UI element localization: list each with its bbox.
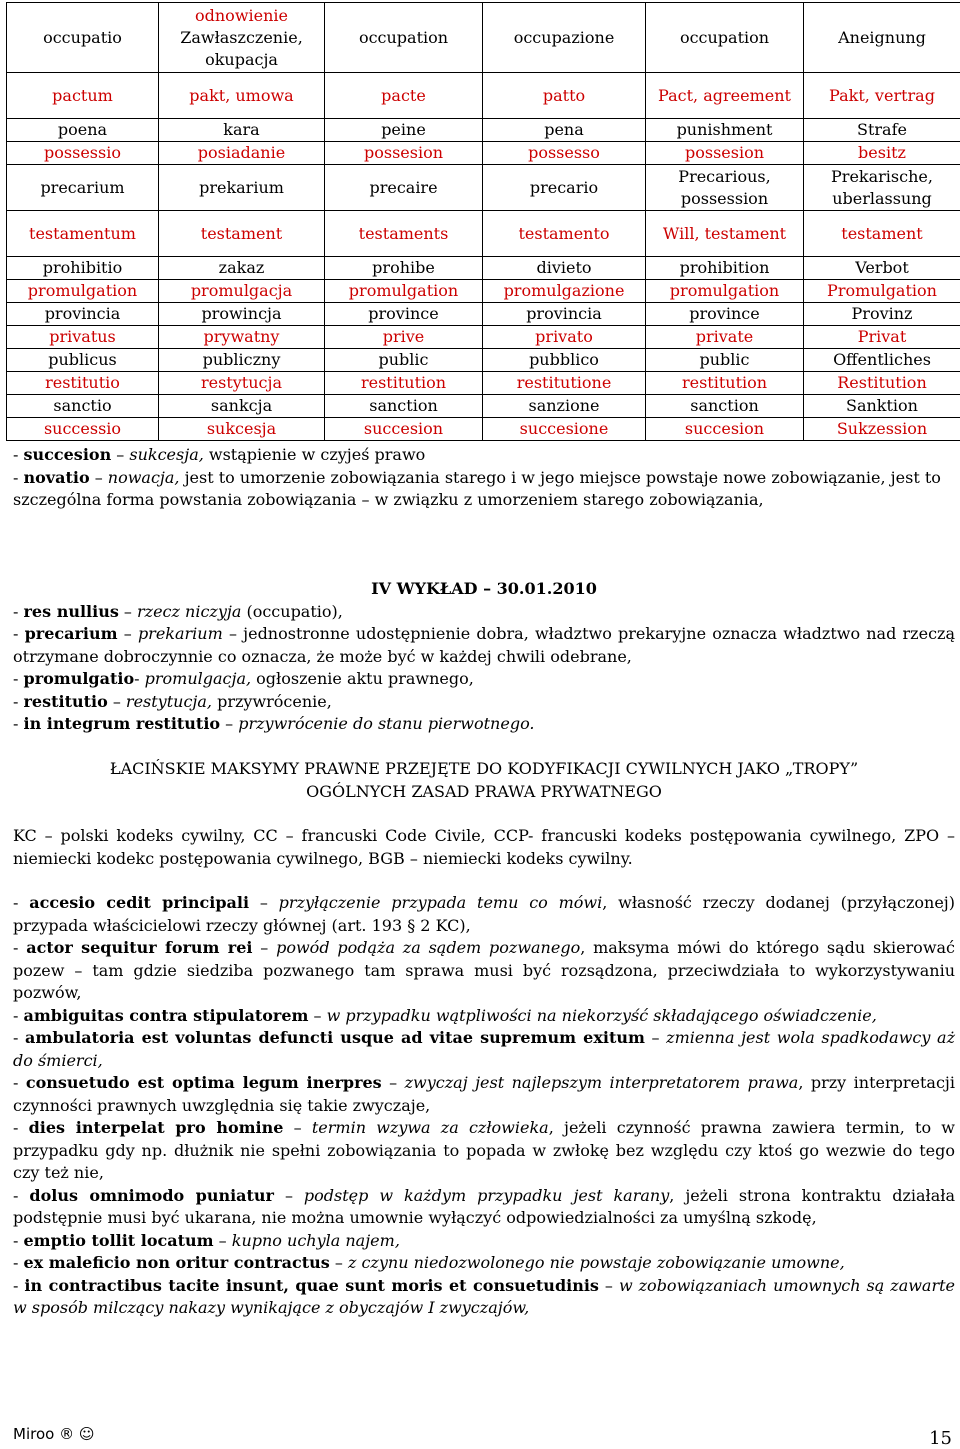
table-cell: [7, 395, 159, 418]
cell-text: peine: [381, 120, 426, 139]
lecture-item: [13, 601, 955, 624]
cell-text: provincia: [526, 304, 602, 323]
table-row: [7, 418, 960, 441]
cell-text: province: [689, 304, 759, 323]
maxim-item-dash: -: [13, 1186, 29, 1205]
abbreviations-paragraph: KC – polski kodeks cywilny, CC – francuski Code Civile, CCP- francuski kodeks postępowania cywilnego, ZPO – niemiecki kodekc postępowania cywilnego, BGB – niemiecki kodeks cywilny.: [13, 825, 955, 870]
lecture-item-rest: przywrócenie,: [212, 692, 332, 711]
table-cell: [483, 211, 646, 257]
cell-text: privato: [535, 327, 593, 346]
table-cell: [7, 280, 159, 303]
lecture-item-sep: –: [220, 714, 238, 733]
table-cell: [7, 372, 159, 395]
table-cell: [646, 3, 804, 73]
intro-block: [13, 444, 955, 512]
lecture-item-sep: –: [108, 692, 126, 711]
cell-text: prive: [383, 327, 425, 346]
table-cell: [646, 142, 804, 165]
maxim-item-term: actor sequitur forum rei: [26, 938, 252, 957]
table-cell: [325, 280, 483, 303]
cell-text: Sukzession: [837, 419, 927, 438]
maxim-item-sep: –: [599, 1276, 619, 1295]
section-heading-line1: ŁACIŃSKIE MAKSYMY PRAWNE PRZEJĘTE DO KODYFIKACJI CYWILNYCH JAKO „TROPY”: [13, 758, 955, 781]
maxim-item-sep: –: [214, 1231, 232, 1250]
cell-text: promulgation: [349, 281, 458, 300]
table-cell: [325, 165, 483, 211]
table-cell: [646, 73, 804, 119]
table-cell: [483, 326, 646, 349]
table-row: [7, 257, 960, 280]
cell-text: occupation: [680, 28, 769, 47]
maxim-item-translation: zwyczaj jest najlepszym interpretatorem prawa: [405, 1073, 799, 1092]
cell-text: possesion: [685, 143, 764, 162]
maxim-item-dash: -: [13, 1253, 24, 1272]
table-cell: [804, 372, 960, 395]
table-cell: [804, 142, 960, 165]
cell-text: Provinz: [852, 304, 913, 323]
table-cell: [159, 119, 325, 142]
table-row: [7, 211, 960, 257]
cell-text: possesso: [528, 143, 600, 162]
table-row: [7, 280, 960, 303]
cell-text: occupazione: [514, 28, 615, 47]
maxim-item-term: dies interpelat pro homine: [29, 1118, 284, 1137]
table-row: [7, 73, 960, 119]
maxim-item: [13, 937, 955, 1005]
table-cell: [804, 211, 960, 257]
cell-text: precario: [530, 178, 598, 197]
table-cell: [646, 119, 804, 142]
table-cell: [7, 418, 159, 441]
table-cell: [159, 280, 325, 303]
cell-text: Verbot: [855, 258, 909, 277]
table-row: [7, 303, 960, 326]
table-cell: [483, 303, 646, 326]
terms-table: [6, 2, 960, 441]
table-cell: [646, 349, 804, 372]
table-cell: [325, 257, 483, 280]
cell-text: succesion: [685, 419, 764, 438]
maxim-item-term: dolus omnimodo puniatur: [29, 1186, 274, 1205]
cell-text: Pact, agreement: [658, 86, 791, 105]
cell-text: province: [368, 304, 438, 323]
lecture-item-dash: -: [13, 669, 24, 688]
cell-text: promulgazione: [504, 281, 625, 300]
maxim-item: [13, 1117, 955, 1185]
cell-text: besitz: [858, 143, 906, 162]
cell-text: Precarious, possession: [678, 167, 770, 208]
table-cell: [159, 165, 325, 211]
cell-text: precaire: [369, 178, 437, 197]
cell-text: prohibition: [680, 258, 770, 277]
table-cell: [646, 395, 804, 418]
maxim-item-rest: , przy interpretacji czynności prawnych uwzględnia się takie zwyczaje,: [13, 1073, 955, 1115]
table-cell: [804, 3, 960, 73]
cell-text: Offentliches: [833, 350, 931, 369]
table-cell: [483, 3, 646, 73]
lecture-item-translation: rzecz niczyja: [137, 602, 241, 621]
cell-text: precarium: [40, 178, 124, 197]
cell-text: Will, testament: [663, 224, 786, 243]
cell-text: sanzione: [528, 396, 599, 415]
table-cell: [483, 349, 646, 372]
maxim-item: [13, 1230, 955, 1253]
table-cell: [159, 326, 325, 349]
cell-text: pactum: [52, 86, 113, 105]
table-cell: [483, 165, 646, 211]
cell-text: testament: [201, 224, 282, 243]
cell-text: testaments: [359, 224, 449, 243]
maxim-item-dash: -: [13, 893, 29, 912]
cell-text: Prekarische, uberlassung: [831, 167, 933, 208]
cell-text: pacte: [381, 86, 426, 105]
lecture-item-term: precarium: [25, 624, 118, 643]
table-cell: [159, 349, 325, 372]
cell-text: prohibitio: [43, 258, 122, 277]
cell-text: public: [379, 350, 429, 369]
cell-text: occupation: [359, 28, 448, 47]
lecture-item-term: in integrum restitutio: [24, 714, 221, 733]
cell-text: Privat: [858, 327, 907, 346]
lecture-item: [13, 713, 955, 736]
table-cell: [325, 372, 483, 395]
maxim-item-translation: przyłączenie przypada temu co mówi: [279, 893, 603, 912]
cell-text: sankcja: [211, 396, 272, 415]
maxim-item: [13, 1005, 955, 1028]
table-cell: [646, 418, 804, 441]
table-cell: [7, 142, 159, 165]
maxim-item-sep: –: [252, 938, 276, 957]
table-cell: [483, 418, 646, 441]
cell-text: succesion: [364, 419, 443, 438]
table-cell: [325, 142, 483, 165]
table-cell: [646, 280, 804, 303]
lecture-item: [13, 691, 955, 714]
table-row: [7, 142, 960, 165]
table-cell: [483, 395, 646, 418]
cell-text: divieto: [536, 258, 591, 277]
terms-table-body: [7, 3, 960, 441]
table-cell: [7, 303, 159, 326]
lecture-item-sep: –: [119, 602, 137, 621]
table-row: [7, 372, 960, 395]
cell-text: prowincja: [201, 304, 281, 323]
table-row: [7, 326, 960, 349]
maxim-item-dash: -: [13, 1073, 26, 1092]
maxim-item-term: accesio cedit principali: [29, 893, 249, 912]
lecture-item-rest: (occupatio),: [241, 602, 342, 621]
table-cell: [325, 303, 483, 326]
table-row: [7, 3, 960, 73]
maxim-item-term: consuetudo est optima legum inerpres: [26, 1073, 382, 1092]
cell-text: private: [696, 327, 753, 346]
table-cell: [483, 372, 646, 395]
table-cell: [804, 326, 960, 349]
cell-text: restitution: [682, 373, 767, 392]
cell-text: publicus: [48, 350, 117, 369]
cell-text: punishment: [677, 120, 773, 139]
maxim-item-sep: –: [274, 1186, 304, 1205]
cell-text: kara: [223, 120, 259, 139]
table-cell: [483, 280, 646, 303]
table-cell: [483, 257, 646, 280]
maxim-item-term: ambulatoria est voluntas defuncti usque ad vitae supremum exitum: [25, 1028, 645, 1047]
table-cell: [804, 303, 960, 326]
table-cell: [325, 73, 483, 119]
cell-text: promulgation: [670, 281, 779, 300]
footer-author: Miroo ® ☺: [13, 1425, 94, 1443]
table-cell: [325, 119, 483, 142]
table-cell: [325, 211, 483, 257]
maxim-item: [13, 1027, 955, 1072]
cell-text: provincia: [45, 304, 121, 323]
table-cell: [804, 119, 960, 142]
maxim-item-translation: powód podąża za sądem pozwanego: [276, 938, 580, 957]
table-cell: [483, 119, 646, 142]
lecture-item-dash: -: [13, 602, 24, 621]
lecture-item-rest: – jednostronne udostępnienie dobra, władztwo prekaryjne oznacza władztwo nad rzeczą otrzymane dobroczynnie co oznacza, że może być w każdej chwili odebrane,: [13, 624, 955, 666]
maxim-item-dash: -: [13, 938, 26, 957]
cell-text: zakaz: [219, 258, 265, 277]
maxim-item-translation: z czynu niedozwolonego nie powstaje zobowiązanie umowne,: [348, 1253, 845, 1272]
lecture-item-dash: -: [13, 692, 24, 711]
table-cell: [804, 349, 960, 372]
cell-text: sanction: [690, 396, 759, 415]
table-cell: [804, 280, 960, 303]
table-cell: [159, 73, 325, 119]
table-cell: [7, 165, 159, 211]
cell-text: privatus: [49, 327, 116, 346]
cell-text: succesione: [520, 419, 609, 438]
cell-text: promulgation: [28, 281, 137, 300]
cell-text: Promulgation: [827, 281, 937, 300]
cell-text: restytucja: [201, 373, 282, 392]
cell-text: testamentum: [29, 224, 136, 243]
cell-text: Zawłaszczenie, okupacja: [180, 28, 303, 69]
table-cell: [159, 372, 325, 395]
maxim-item-term: emptio tollit locatum: [24, 1231, 214, 1250]
cell-text: possesion: [364, 143, 443, 162]
table-cell: [804, 418, 960, 441]
lecture-heading: IV WYKŁAD – 30.01.2010: [13, 578, 955, 601]
table-cell: [7, 3, 159, 73]
table-cell: [804, 73, 960, 119]
lecture-item-sep: –: [118, 624, 138, 643]
table-cell: [804, 257, 960, 280]
maxim-item-sep: –: [308, 1006, 326, 1025]
lecture-item-translation: promulgacja,: [145, 669, 251, 688]
table-cell: [483, 142, 646, 165]
table-cell: [159, 142, 325, 165]
table-row: [7, 119, 960, 142]
maxims-section: [13, 758, 955, 1320]
lecture-item-rest: ogłoszenie aktu prawnego,: [251, 669, 474, 688]
table-cell: [159, 3, 325, 73]
cell-text: restitutione: [517, 373, 612, 392]
maxim-item-term: ambiguitas contra stipulatorem: [24, 1006, 309, 1025]
lecture-item-dash: -: [13, 624, 25, 643]
cell-text: prekarium: [199, 178, 284, 197]
cell-text: prohibe: [372, 258, 435, 277]
table-cell: [325, 418, 483, 441]
cell-text: pena: [544, 120, 584, 139]
table-cell: [159, 303, 325, 326]
maxim-item-sep: –: [330, 1253, 348, 1272]
cell-text: sanction: [369, 396, 438, 415]
cell-text: sukcesja: [207, 419, 276, 438]
item-succesion: - succesion – sukcesja, wstąpienie w czyjeś prawo: [13, 444, 955, 467]
table-cell: [159, 395, 325, 418]
maxim-item-translation: podstęp w każdym przypadku jest karany: [304, 1186, 669, 1205]
maxim-item-dash: -: [13, 1118, 29, 1137]
cell-text: prywatny: [204, 327, 280, 346]
lecture-item-translation: restytucja,: [126, 692, 212, 711]
maxim-item-dash: -: [13, 1028, 25, 1047]
table-row: [7, 165, 960, 211]
table-cell: [325, 395, 483, 418]
table-cell: [325, 326, 483, 349]
cell-text: Strafe: [857, 120, 907, 139]
table-cell: [804, 395, 960, 418]
maxim-item-translation: w zobowiązaniach umownych są zawarte w sposób milczący nakazy wynikające z obyczajów I zwyczajów,: [13, 1276, 955, 1318]
table-row: [7, 349, 960, 372]
table-cell: [7, 349, 159, 372]
cell-extra-term: odnowienie: [161, 5, 322, 27]
maxim-item: [13, 892, 955, 937]
maxim-item-translation: w przypadku wątpliwości na niekorzyść składającego oświadczenie,: [327, 1006, 877, 1025]
maxim-item-rest: , własność rzeczy dodanej (przyłączonej) przypada właścicielowi rzeczy głównej (art. 193 § 2 KC),: [13, 893, 955, 935]
maxim-item-translation: kupno uchyla najem,: [232, 1231, 400, 1250]
page-number: 15: [929, 1428, 952, 1449]
cell-text: public: [700, 350, 750, 369]
table-cell: [325, 349, 483, 372]
maxim-item: [13, 1072, 955, 1117]
maxim-item-translation: termin wzywa za człowieka: [312, 1118, 549, 1137]
section-heading-line2: OGÓLNYCH ZASAD PRAWA PRYWATNEGO: [13, 781, 955, 804]
table-cell: [7, 119, 159, 142]
lecture-item-translation: przywrócenie do stanu pierwotnego.: [238, 714, 534, 733]
cell-text: pakt, umowa: [189, 86, 293, 105]
cell-text: promulgacja: [191, 281, 292, 300]
cell-text: testamento: [518, 224, 609, 243]
table-cell: [646, 303, 804, 326]
maxim-item: [13, 1275, 955, 1320]
table-cell: [646, 211, 804, 257]
cell-text: posiadanie: [198, 143, 285, 162]
cell-text: testament: [841, 224, 922, 243]
table-cell: [7, 257, 159, 280]
cell-text: successio: [44, 419, 121, 438]
cell-text: Restitution: [837, 373, 927, 392]
lecture-block: [13, 578, 955, 736]
maxim-item-sep: –: [249, 893, 279, 912]
table-row: [7, 395, 960, 418]
table-cell: [7, 73, 159, 119]
maxim-item-term: in contractibus tacite insunt, quae sunt moris et consuetudinis: [24, 1276, 599, 1295]
maxim-item-rest: , jeżeli czynność prawna zawiera termin, to w przypadku gdy np. dłużnik nie spełni zobowiązania to popada w zwłokę bez względu czy ktoś go wezwie do tego czy też nie,: [13, 1118, 955, 1182]
lecture-item-term: promulgatio: [24, 669, 135, 688]
cell-text: Sanktion: [846, 396, 918, 415]
lecture-item: [13, 623, 955, 668]
cell-text: sanctio: [53, 396, 111, 415]
table-cell: [646, 165, 804, 211]
table-cell: [7, 211, 159, 257]
cell-text: Pakt, vertrag: [829, 86, 935, 105]
lecture-item-sep: -: [134, 669, 145, 688]
lecture-item-translation: prekarium: [138, 624, 223, 643]
lecture-item-term: restitutio: [24, 692, 108, 711]
table-cell: [7, 326, 159, 349]
maxim-item: [13, 1252, 955, 1275]
lecture-item: [13, 668, 955, 691]
maxim-item: [13, 1185, 955, 1230]
cell-text: Aneignung: [838, 28, 926, 47]
cell-text: poena: [58, 120, 107, 139]
cell-text: occupatio: [43, 28, 122, 47]
lecture-item-dash: -: [13, 714, 24, 733]
cell-text: pubblico: [529, 350, 599, 369]
table-cell: [646, 326, 804, 349]
table-cell: [646, 372, 804, 395]
maxim-item-sep: –: [283, 1118, 311, 1137]
item-novatio: - novatio – nowacja, jest to umorzenie zobowiązania starego i w jego miejsce powstaje nowe zobowiązanie, jest to szczególna forma powstania zobowiązania – w związku z umorzeniem starego zobowiązania,: [13, 467, 955, 512]
maxim-item-translation: zmienna jest wola spadkodawcy aż do śmierci,: [13, 1028, 955, 1070]
table-cell: [483, 73, 646, 119]
lecture-items: [13, 601, 955, 736]
table-cell: [325, 3, 483, 73]
cell-text: publiczny: [203, 350, 281, 369]
maxim-item-term: ex maleficio non oritur contractus: [24, 1253, 330, 1272]
cell-text: patto: [543, 86, 585, 105]
maxim-item-sep: –: [645, 1028, 666, 1047]
maxim-item-dash: -: [13, 1276, 24, 1295]
cell-text: restitutio: [45, 373, 120, 392]
table-cell: [804, 165, 960, 211]
maxim-item-sep: –: [382, 1073, 405, 1092]
maxim-item-rest: , maksyma mówi do którego sądu skierować pozew – tam gdzie siedziba pozwanego tam sprawa musi być rozsądzona, przeciwdziała to wykorzystywaniu pozwów,: [13, 938, 955, 1002]
maxim-item-dash: -: [13, 1231, 24, 1250]
table-cell: [159, 257, 325, 280]
table-cell: [159, 418, 325, 441]
maxim-item-rest: , jeżeli strona kontraktu działała podstępnie musi być ukarana, nie można umownie wyłączyć odpowiedzialności za umyślną szkodę,: [13, 1186, 955, 1228]
table-cell: [646, 257, 804, 280]
table-cell: [159, 211, 325, 257]
lecture-item-term: res nullius: [24, 602, 119, 621]
maxim-item-dash: -: [13, 1006, 24, 1025]
cell-text: possessio: [44, 143, 121, 162]
maxims-list: [13, 892, 955, 1320]
cell-text: restitution: [361, 373, 446, 392]
